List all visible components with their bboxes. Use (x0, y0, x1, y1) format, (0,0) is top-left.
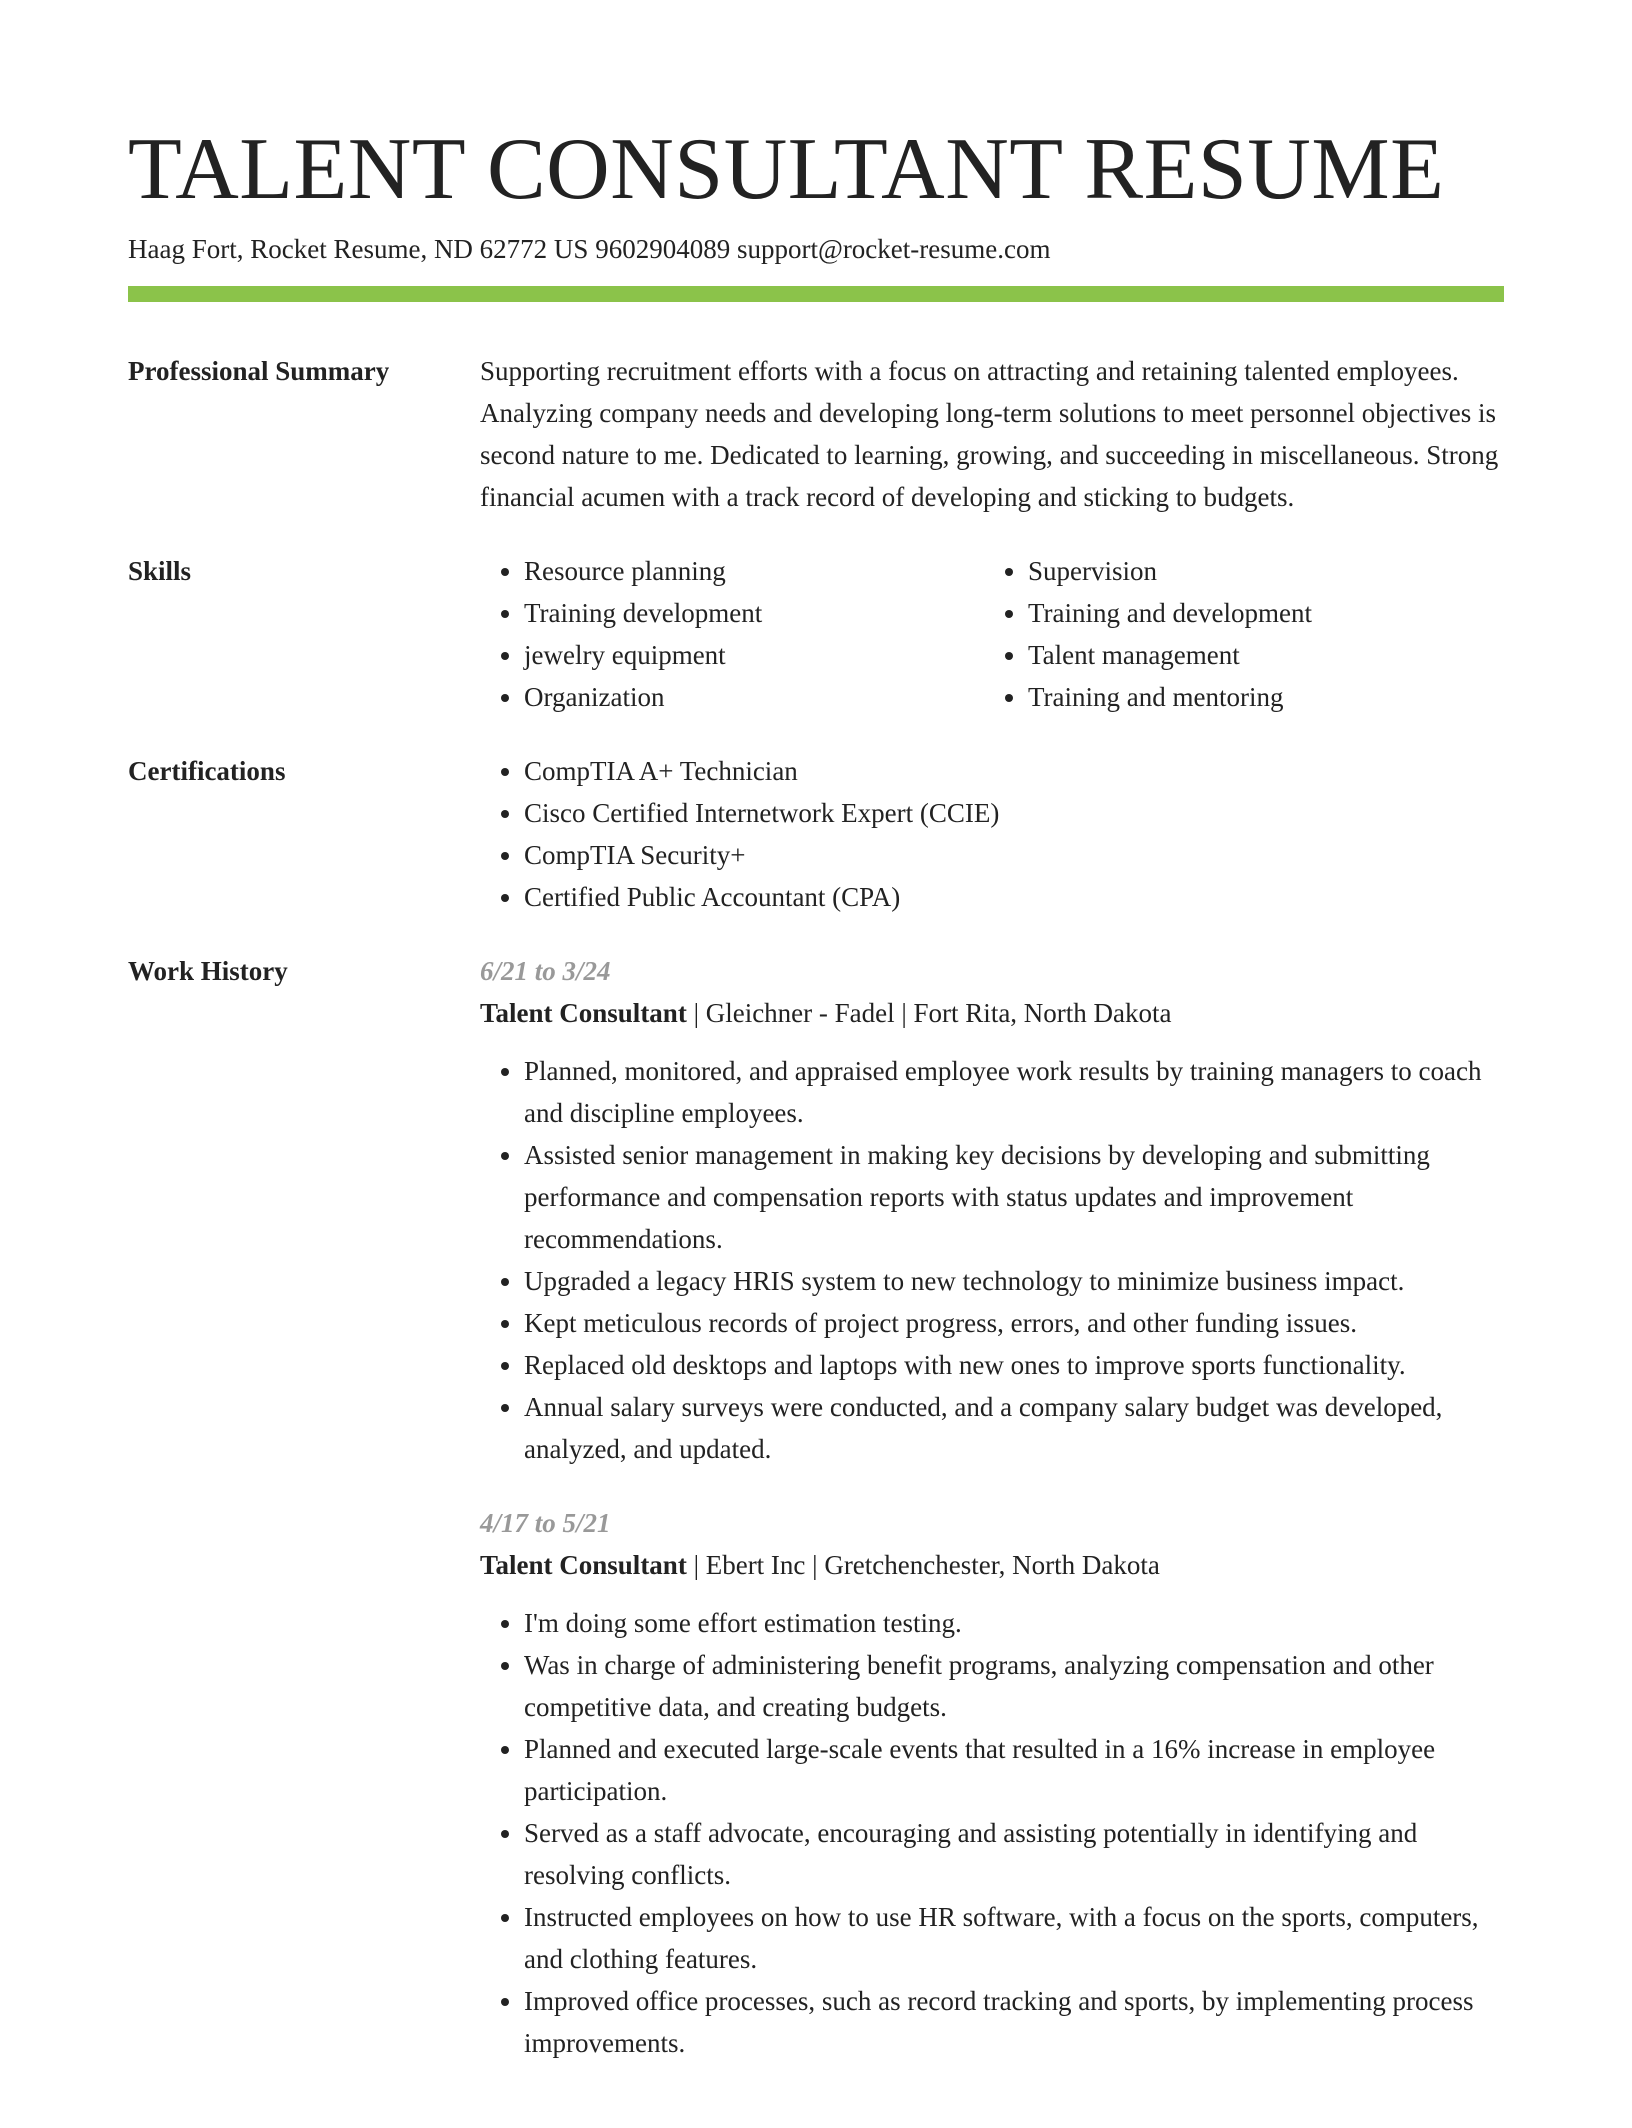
certifications-list (480, 750, 1504, 918)
job-entry (480, 1502, 1504, 2064)
certification-item: • Cisco Certified Internetwork Expert (CCIE) (524, 792, 1504, 834)
job-bullet: • Planned and executed large-scale events that resulted in a 16% increase in employee participation. (524, 1728, 1504, 1812)
job-bullet: • Upgraded a legacy HRIS system to new technology to minimize business impact. (524, 1260, 1504, 1302)
resume-sections (128, 350, 1504, 2128)
skill-item: • Organization (524, 676, 984, 718)
skills-section (128, 550, 1504, 718)
certifications-label: Certifications (128, 756, 286, 786)
skill-item: • Training development (524, 592, 984, 634)
skills-list-right (984, 550, 1488, 718)
skills-list-left (480, 550, 984, 718)
job-bullet: • Served as a staff advocate, encouraging and assisting potentially in identifying and resolving conflicts. (524, 1812, 1504, 1896)
certification-item: • Certified Public Accountant (CPA) (524, 876, 1504, 918)
header-divider (128, 286, 1504, 302)
work-history-body (480, 950, 1504, 2096)
skill-item: • Supervision (1028, 550, 1488, 592)
job-heading (480, 1544, 1504, 1586)
job-bullet: • I'm doing some effort estimation testing. (524, 1602, 1504, 1644)
job-bullet: • Was in charge of administering benefit programs, analyzing compensation and other competitive data, and creating budgets. (524, 1644, 1504, 1728)
skill-item: • Resource planning (524, 550, 984, 592)
contact-line: Haag Fort, Rocket Resume, ND 62772 US 9602904089 support@rocket-resume.com (128, 234, 1051, 264)
summary-label: Professional Summary (128, 356, 390, 386)
job-bullet: • Assisted senior management in making key decisions by developing and submitting performance and compensation reports with status updates and improvement recommendations. (524, 1134, 1504, 1260)
job-employer-location: | Gleichner - Fadel | Fort Rita, North Dakota (686, 998, 1172, 1028)
summary-section (128, 350, 1504, 518)
skill-item: • Talent management (1028, 634, 1488, 676)
summary-body (480, 350, 1504, 518)
job-title: Talent Consultant (480, 1550, 687, 1580)
job-bullet: • Instructed employees on how to use HR software, with a focus on the sports, computers, and clothing features. (524, 1896, 1504, 1980)
skills-label: Skills (128, 556, 192, 586)
job-employer-location: | Ebert Inc | Gretchenchester, North Dakota (686, 1550, 1160, 1580)
job-entry (480, 950, 1504, 1470)
job-bullet: • Replaced old desktops and laptops with new ones to improve sports functionality. (524, 1344, 1504, 1386)
work-history-section (128, 950, 1504, 2096)
certification-item: • CompTIA A+ Technician (524, 750, 1504, 792)
skill-item: • Training and mentoring (1028, 676, 1488, 718)
job-bullet: • Kept meticulous records of project progress, errors, and other funding issues. (524, 1302, 1504, 1344)
job-bullet: • Annual salary surveys were conducted, and a company salary budget was developed, analyzed, and updated. (524, 1386, 1504, 1470)
job-heading (480, 992, 1504, 1034)
work-history-label: Work History (128, 956, 288, 986)
job-dates: 4/17 to 5/21 (480, 1508, 611, 1538)
certifications-section (128, 750, 1504, 918)
job-bullet: • Improved office processes, such as record tracking and sports, by implementing process improvements. (524, 1980, 1504, 2064)
job-dates: 6/21 to 3/24 (480, 956, 611, 986)
job-bullet: • Planned, monitored, and appraised employee work results by training managers to coach and discipline employees. (524, 1050, 1504, 1134)
job-bullets (480, 1602, 1504, 2064)
skill-item: • jewelry equipment (524, 634, 984, 676)
resume-title: TALENT CONSULTANT RESUME (128, 121, 1445, 218)
skills-body (480, 550, 1504, 718)
certification-item: • CompTIA Security+ (524, 834, 1504, 876)
summary-text: Supporting recruitment efforts with a focus on attracting and retaining talented employees. Analyzing company needs and developing long-term solutions to meet personnel objectives is second nature to me. Dedicated to learning, growing, and succeeding in miscellaneous. Strong financial acumen with a track record of developing and sticking to budgets. (480, 356, 1499, 512)
skill-item: • Training and development (1028, 592, 1488, 634)
job-title: Talent Consultant (480, 998, 687, 1028)
certifications-body (480, 750, 1504, 918)
job-bullets (480, 1050, 1504, 1470)
